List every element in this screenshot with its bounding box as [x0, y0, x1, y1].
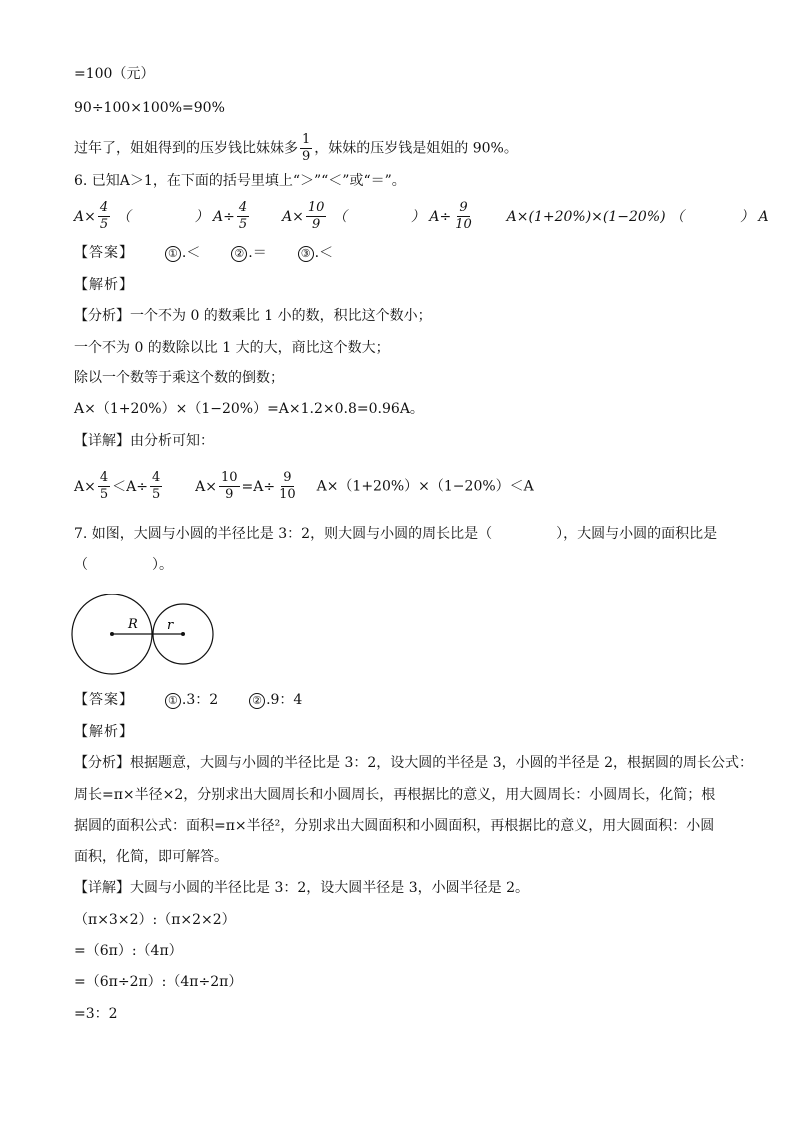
q7-step-4: =3：2: [74, 1006, 118, 1022]
q7-step-3: =（6π÷2π）:（4π÷2π）: [74, 974, 243, 990]
q7-title-2: （ ）。: [74, 557, 173, 573]
result-3: A×（1+20%）×（1−20%）＜A: [316, 478, 534, 495]
answer-1: ① .＜: [165, 245, 200, 261]
q6-fenxi-2: 一个不为 0 的数除以比 1 大的大，商比这个数大；: [74, 340, 390, 356]
q6-answer: [74, 243, 333, 263]
q7-title: 7. 如图，大圆与小圆的半径比是 3：2，则大圆与小圆的周长比是（ ），大圆与小圆的面积比是: [74, 526, 718, 542]
answer-1: ① .3：2: [165, 692, 218, 708]
q6-fenxi-4: A×（1+20%）×（1−20%）=A×1.2×0.8=0.96A。: [74, 401, 424, 417]
q7-jiexi-tag: 【解析】: [74, 724, 134, 740]
q7-fenxi-1: 【分析】根据题意，大圆与小圆的半径比是 3：2，设大圆的半径是 3，小圆的半径是 2，根据圆的周长公式：: [74, 755, 753, 771]
fraction: $\frac{1}{9}$: [302, 132, 311, 164]
q6-xiangjie: 【详解】由分析可知：: [74, 433, 214, 449]
two-circles-figure: [70, 594, 220, 678]
q6-title: 6. 已知A＞1，在下面的括号里填上“＞”“＜”或“＝”。: [74, 173, 406, 189]
q6-items: [74, 200, 769, 233]
calc-line-1: =100（元）: [74, 66, 155, 82]
q7-step-1: （π×3×2）:（π×2×2）: [74, 912, 236, 928]
q6-fenxi-3: 除以一个数等于乘这个数的倒数；: [74, 370, 284, 386]
small-center-dot: [181, 632, 185, 636]
answer-3: ③ .＜: [298, 245, 333, 261]
q6-item-1: A× $\frac{4}{5}$ （ ） A÷ $\frac{4}{5}$: [74, 200, 248, 232]
calc-line-2: 90÷100×100%=90%: [74, 100, 225, 116]
q7-fenxi-4: 面积，化简，即可解答。: [74, 849, 228, 865]
q6-item-2: A× $\frac{10}{9}$ （ ） A÷ $\frac{9}{10}$: [282, 200, 472, 232]
q7-fenxi-2: 周长=π×半径×2，分别求出大圆周长和小圆周长，再根据比的意义，用大圆周长：小圆周长，化简；根: [74, 787, 716, 803]
answer-tag: 【答案】: [74, 692, 134, 708]
q7-xiangjie: 【详解】大圆与小圆的半径比是 3：2，设大圆半径是 3，小圆半径是 2。: [74, 880, 529, 896]
q7-answer: [74, 690, 302, 710]
q7-fenxi-3: 据圆的面积公式：面积=π×半径²，分别求出大圆面积和小圆面积，再根据比的意义，用大圆面积：小圆: [74, 818, 715, 834]
q6-result-row: [74, 470, 534, 503]
q6-item-3: A×(1+20%)×(1−20%) （ ） A: [506, 208, 769, 225]
q6-fenxi-1: 【分析】一个不为 0 的数乘比 1 小的数，积比这个数小；: [74, 308, 432, 324]
answer-2: ② .＝: [231, 245, 266, 261]
big-center-dot: [110, 632, 114, 636]
result-2: A× $\frac{10}{9}$ =A÷ $\frac{9}{10}$: [195, 470, 296, 502]
q7-step-2: =（6π）:（4π）: [74, 943, 183, 959]
conclusion-line: 过年了，姐姐得到的压岁钱比妹妹多 $\frac{1}{9}$ ，妹妹的压岁钱是姐姐的 90%。: [74, 132, 518, 164]
result-1: A× $\frac{4}{5}$ ＜A÷ $\frac{4}{5}$: [74, 470, 161, 502]
q6-jiexi-tag: 【解析】: [74, 277, 134, 293]
label-r: r: [167, 618, 174, 633]
answer-tag: 【答案】: [74, 245, 134, 261]
answer-2: ② .9：4: [249, 692, 302, 708]
label-R: R: [128, 617, 138, 632]
